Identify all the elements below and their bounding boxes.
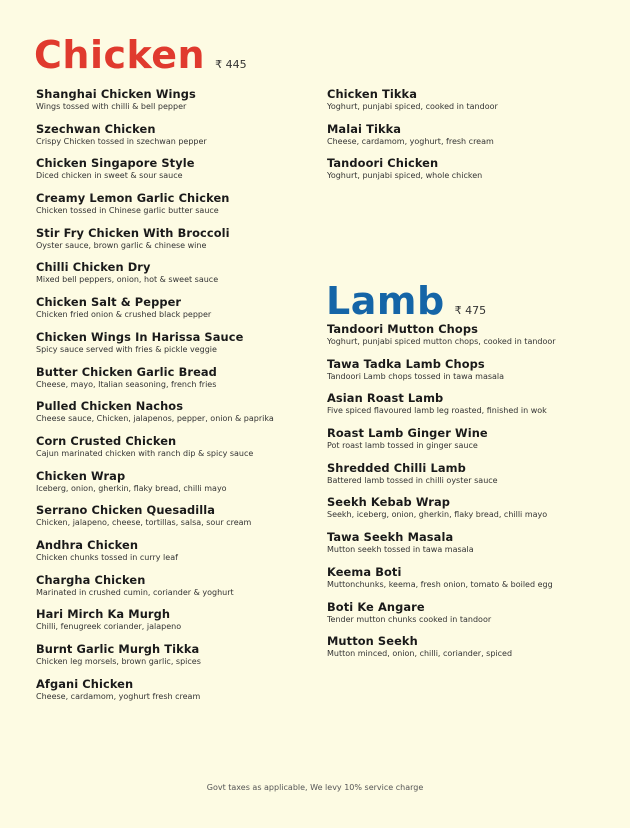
menu-item-name: Tawa Tadka Lamb Chops [327, 356, 485, 371]
menu-item-description: Battered lamb tossed in chilli oyster sauce [327, 475, 498, 485]
menu-item-description: Yoghurt, punjabi spiced, cooked in tandoor [327, 102, 498, 111]
menu-item-description: Chicken chunks tossed in curry leaf [36, 552, 178, 562]
menu-item-name: Tandoori Mutton Chops [327, 322, 478, 336]
menu-item-description: Cheese, cardamom, yoghurt, fresh cream [327, 136, 494, 146]
lamb-header [326, 279, 487, 323]
menu-item [36, 295, 274, 330]
menu-item-name: Chicken Wrap [36, 468, 126, 483]
menu-item [36, 677, 274, 712]
menu-item-description: Crispy Chicken tossed in szechwan pepper [36, 136, 207, 146]
menu-item-description: Diced chicken in sweet & sour sauce [36, 171, 183, 181]
menu-item [36, 469, 274, 504]
menu-item [327, 495, 556, 530]
menu-item-description: Mixed bell peppers, onion, hot & sweet sauce [36, 275, 219, 285]
menu-item [36, 503, 274, 538]
menu-item [36, 642, 274, 677]
menu-item [327, 461, 556, 496]
menu-item-name: Shanghai Chicken Wings [36, 87, 196, 101]
menu-item-name: Chargha Chicken [36, 572, 146, 587]
menu-item-description: Chicken tossed in Chinese garlic butter sauce [36, 206, 219, 216]
menu-item [36, 156, 274, 191]
lamb-price: ₹ 475 [454, 304, 487, 317]
menu-item [327, 156, 498, 191]
chicken-title: Chicken [34, 33, 206, 77]
menu-item [36, 260, 274, 295]
menu-item-name: Mutton Seekh [327, 634, 418, 649]
chicken-header [34, 33, 247, 77]
menu-item-name: Shredded Chilli Lamb [327, 460, 466, 475]
menu-item [327, 600, 556, 635]
menu-item-description: Chicken fried onion & crushed black pepper [36, 310, 212, 320]
menu-item-description: Muttonchunks, keema, fresh onion, tomato & boiled egg [327, 579, 553, 589]
menu-item [36, 122, 274, 157]
menu-item [327, 322, 556, 357]
menu-item [327, 530, 556, 565]
footer-note: Govt taxes as applicable, We levy 10% service charge [206, 783, 424, 792]
menu-item-name: Asian Roast Lamb [327, 391, 444, 406]
menu-item-name: Corn Crusted Chicken [36, 433, 177, 448]
menu-item [327, 87, 498, 122]
menu-item-description: Chilli, fenugreek coriander, jalapeno [36, 622, 182, 632]
menu-item [327, 426, 556, 461]
menu-item-name: Szechwan Chicken [36, 121, 156, 136]
menu-item-description: Tandoori Lamb chops tossed in tawa masala [327, 371, 505, 381]
menu-item-description: Pot roast lamb tossed in ginger sauce [327, 441, 478, 451]
menu-item-description: Wings tossed with chilli & bell pepper [36, 102, 187, 111]
menu-item-name: Keema Boti [327, 564, 402, 579]
menu-item-name: Creamy Lemon Garlic Chicken [36, 191, 230, 206]
menu-item-name: Malai Tikka [327, 121, 402, 136]
menu-item-name: Tawa Seekh Masala [327, 530, 454, 545]
menu-item-name: Chilli Chicken Dry [36, 260, 151, 275]
menu-item [36, 434, 274, 469]
menu-item [36, 226, 274, 261]
menu-item [36, 365, 274, 400]
menu-item-name: Butter Chicken Garlic Bread [36, 364, 217, 379]
menu-item-name: Stir Fry Chicken With Broccoli [36, 225, 230, 240]
menu-item-description: Mutton seekh tossed in tawa masala [327, 545, 474, 555]
menu-item-description: Yoghurt, punjabi spiced mutton chops, cooked in tandoor [327, 337, 556, 346]
menu-item-description: Tender mutton chunks cooked in tandoor [327, 614, 492, 624]
menu-item-name: Boti Ke Angare [327, 599, 425, 614]
menu-item [36, 607, 274, 642]
chicken-price: ₹ 445 [215, 58, 247, 71]
menu-item-name: Pulled Chicken Nachos [36, 399, 184, 414]
lamb-title: Lamb [326, 279, 445, 323]
menu-item-description: Mutton minced, onion, chilli, coriander, spiced [327, 649, 513, 659]
chicken-tandoor-items-list [327, 87, 498, 191]
menu-item-name: Afgani Chicken [36, 676, 134, 691]
menu-item-description: Spicy sauce served with fries & pickle veggie [36, 344, 217, 354]
menu-item-name: Chicken Salt & Pepper [36, 295, 182, 310]
menu-item [36, 573, 274, 608]
menu-item-description: Seekh, iceberg, onion, gherkin, flaky bread, chilli mayo [327, 510, 548, 520]
menu-item-name: Chicken Singapore Style [36, 156, 195, 171]
menu-item-description: Iceberg, onion, gherkin, flaky bread, chilli mayo [36, 483, 227, 493]
chicken-items-list [36, 87, 274, 711]
menu-item-name: Tandoori Chicken [327, 156, 439, 171]
menu-item-name: Chicken Wings In Harissa Sauce [36, 329, 244, 344]
menu-item-description: Cheese, mayo, Italian seasoning, french fries [36, 379, 217, 389]
menu-item-name: Seekh Kebab Wrap [327, 495, 451, 510]
menu-item-name: Serrano Chicken Quesadilla [36, 503, 216, 518]
menu-item [327, 122, 498, 157]
menu-item [327, 565, 556, 600]
menu-item-description: Cajun marinated chicken with ranch dip & spicy sauce [36, 448, 254, 458]
menu-item-name: Chicken Tikka [327, 87, 418, 101]
menu-item-name: Andhra Chicken [36, 537, 139, 552]
menu-item [327, 634, 556, 669]
menu-item [36, 399, 274, 434]
menu-item-description: Chicken leg morsels, brown garlic, spices [36, 657, 201, 666]
menu-item-description: Five spiced flavoured lamb leg roasted, finished in wok [327, 406, 547, 416]
menu-item [327, 357, 556, 392]
menu-item-description: Cheese sauce, Chicken, jalapenos, pepper, onion & paprika [36, 414, 274, 424]
menu-item-description: Oyster sauce, brown garlic & chinese wine [36, 240, 207, 250]
menu-item [36, 87, 274, 122]
menu-item-description: Chicken, jalapeno, cheese, tortillas, salsa, sour cream [36, 518, 252, 528]
menu-item [36, 330, 274, 365]
menu-item-description: Yoghurt, punjabi spiced, whole chicken [327, 171, 483, 181]
lamb-items-list [327, 322, 556, 669]
menu-item-name: Roast Lamb Ginger Wine [327, 426, 488, 441]
menu-item [36, 538, 274, 573]
menu-item [327, 391, 556, 426]
menu-item-name: Burnt Garlic Murgh Tikka [36, 642, 200, 656]
menu-item [36, 191, 274, 226]
menu-item-name: Hari Mirch Ka Murgh [36, 607, 171, 622]
menu-item-description: Marinated in crushed cumin, coriander & yoghurt [36, 587, 234, 597]
menu-item-description: Cheese, cardamom, yoghurt fresh cream [36, 691, 201, 701]
